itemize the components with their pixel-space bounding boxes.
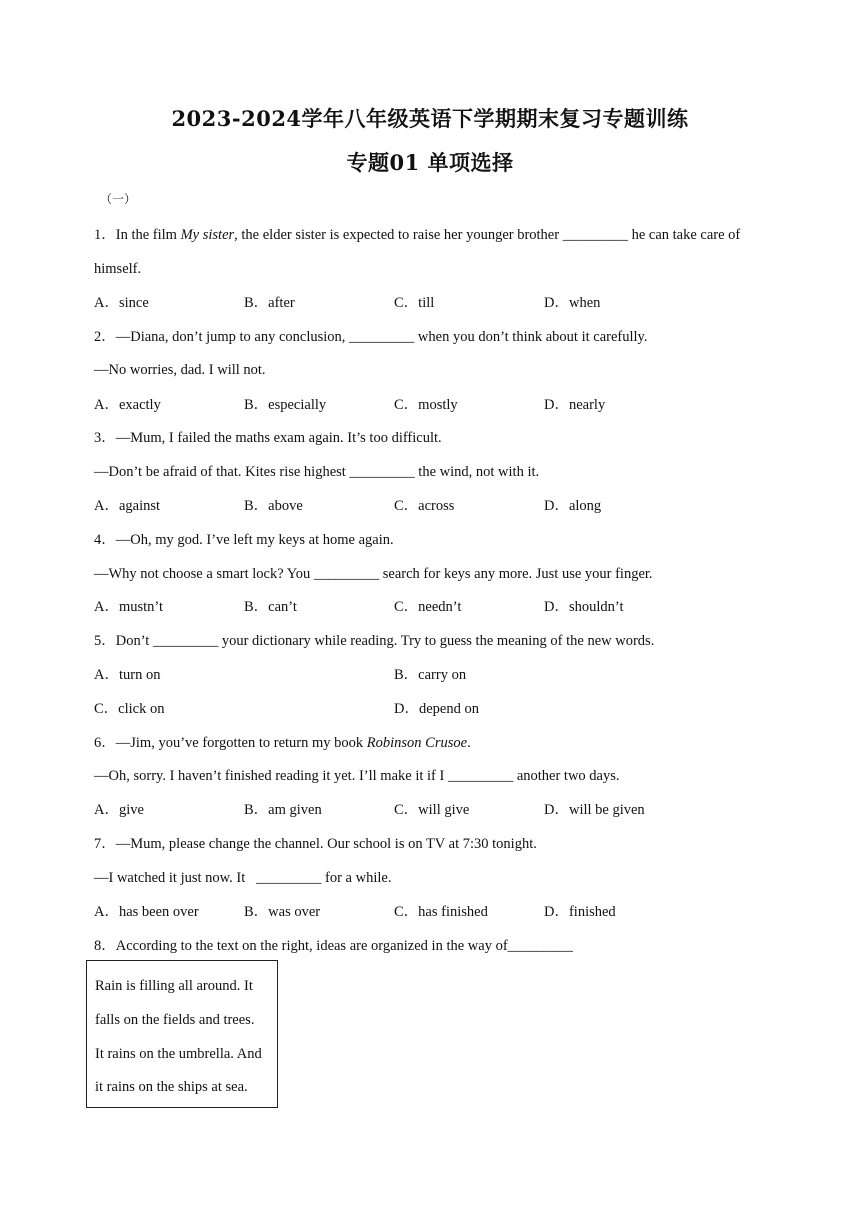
question-1-stem-cont: himself. xyxy=(94,261,142,277)
section-label: （一） xyxy=(100,192,137,206)
text-line: Rain is filling all around. It xyxy=(95,978,253,994)
option-d: D．when xyxy=(544,295,601,311)
question-6-stem: 6．—Jim, you’ve forgotten to return my book Robinson Crusoe. xyxy=(94,735,471,751)
option-d: D．finished xyxy=(544,904,616,920)
page-title: 2023-2024学年八年级英语下学期期末复习专题训练 xyxy=(171,106,689,131)
option-b: B．after xyxy=(244,295,295,311)
option-c: C．across xyxy=(394,498,455,514)
option-c: C．click on xyxy=(94,701,165,717)
page-subtitle: 专题01 单项选择 xyxy=(346,150,514,175)
option-c: C．needn’t xyxy=(394,599,462,615)
question-3-reply: —Don’t be afraid of that. Kites rise highest _________ the wind, not with it. xyxy=(94,464,540,480)
option-a: A．exactly xyxy=(94,397,161,413)
text-line: falls on the fields and trees. xyxy=(95,1012,255,1028)
option-a: A．has been over xyxy=(94,904,199,920)
question-3-stem: 3．—Mum, I failed the maths exam again. It’s too difficult. xyxy=(94,430,442,446)
reading-text-box xyxy=(86,960,278,1108)
question-7-reply: —I watched it just now. It _________ for a while. xyxy=(94,870,392,886)
question-2-stem: 2．—Diana, don’t jump to any conclusion, _________ when you don’t think about it carefully. xyxy=(94,329,648,345)
option-d: D．nearly xyxy=(544,397,606,413)
option-b: B．am given xyxy=(244,802,322,818)
option-b: B．above xyxy=(244,498,303,514)
question-2-reply: —No worries, dad. I will not. xyxy=(94,362,266,378)
option-a: A．since xyxy=(94,295,149,311)
question-6-reply: —Oh, sorry. I haven’t finished reading it yet. I’ll make it if I _________ another two days. xyxy=(94,768,620,784)
question-8-stem: 8．According to the text on the right, ideas are organized in the way of_________ xyxy=(94,938,573,954)
option-d: D．shouldn’t xyxy=(544,599,624,615)
option-b: B．was over xyxy=(244,904,321,920)
option-d: D．will be given xyxy=(544,802,645,818)
question-4-stem: 4．—Oh, my god. I’ve left my keys at home again. xyxy=(94,532,394,548)
option-b: B．can’t xyxy=(244,599,297,615)
option-b: B．especially xyxy=(244,397,327,413)
text-line: It rains on the umbrella. And xyxy=(95,1046,262,1062)
question-5-stem: 5．Don’t _________ your dictionary while reading. Try to guess the meaning of the new words. xyxy=(94,633,655,649)
option-c: C．mostly xyxy=(394,397,458,413)
option-c: C．will give xyxy=(394,802,470,818)
option-c: C．has finished xyxy=(394,904,488,920)
option-a: A．against xyxy=(94,498,161,514)
option-d: D．along xyxy=(544,498,602,514)
option-b: B．carry on xyxy=(394,667,467,683)
option-a: A．turn on xyxy=(94,667,161,683)
question-1-stem: 1．In the film My sister, the elder sister is expected to raise her younger brother _________ he can take care of xyxy=(94,227,741,243)
option-a: A．give xyxy=(94,802,144,818)
option-d: D．depend on xyxy=(394,701,479,717)
option-a: A．mustn’t xyxy=(94,599,164,615)
option-c: C．till xyxy=(394,295,435,311)
question-4-reply: —Why not choose a smart lock? You _________ search for keys any more. Just use your finger. xyxy=(94,566,653,582)
text-line: it rains on the ships at sea. xyxy=(95,1079,248,1095)
question-7-stem: 7．—Mum, please change the channel. Our school is on TV at 7:30 tonight. xyxy=(94,836,537,852)
